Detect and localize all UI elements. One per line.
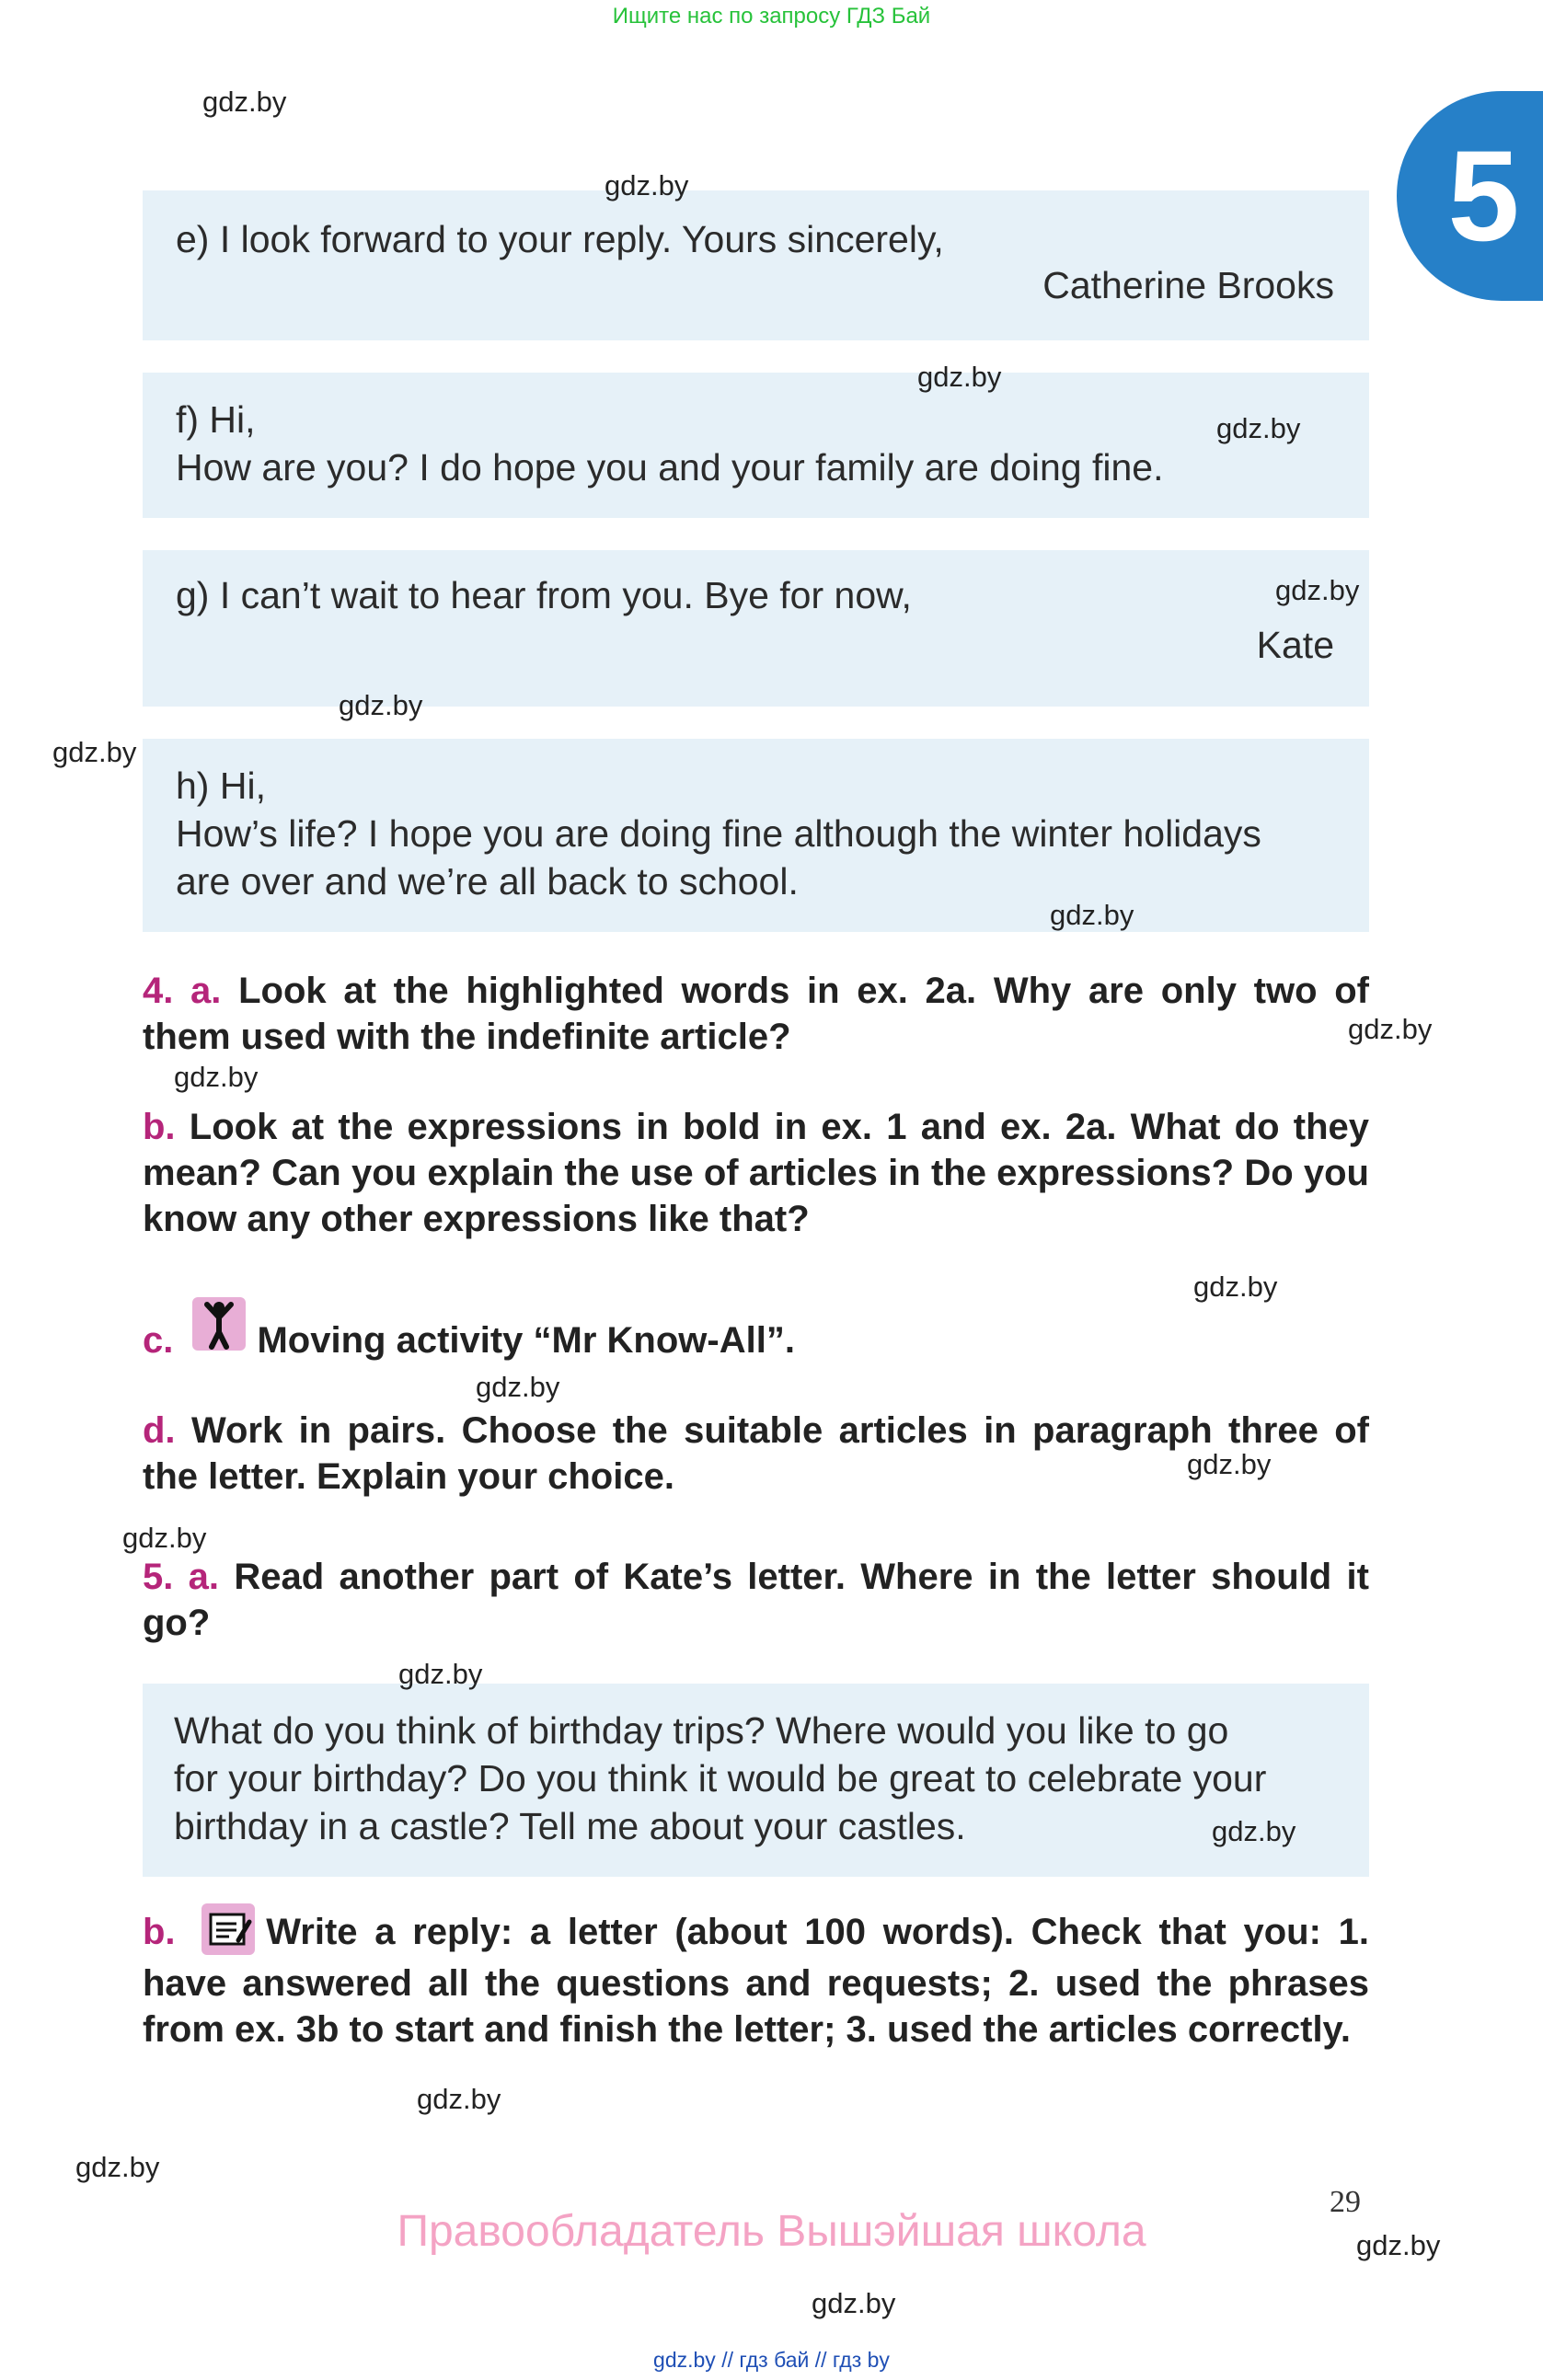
unit-tab: 5 [1397, 91, 1543, 301]
task-5b-number: b. [143, 1912, 176, 1952]
task-5a-text: Read another part of Kate’s letter. Where in the letter should it go? [143, 1557, 1369, 1643]
task-5b-text: Write a reply: a letter (about 100 words). Check that you: 1. have answered all the questions and requests; 2. used the phrases from ex. 3b to start and finish the letter; 3. used the articles correctly. [143, 1912, 1369, 2050]
phrase-f-greeting: f) Hi, [176, 398, 256, 441]
task-4b-text: Look at the expressions in bold in ex. 1 and ex. 2a. What do they mean? Can you explain the use of articles in the expressions? Do you know any other expressions like that? [143, 1107, 1369, 1239]
task-4b [143, 1104, 1369, 1242]
task-5b [143, 1909, 1369, 2052]
task-4a [143, 968, 1369, 1060]
task-4a-text: Look at the highlighted words in ex. 2a. Why are only two of them used with the indefinite article? [143, 971, 1369, 1057]
watermark[interactable]: gdz.by [1050, 899, 1134, 931]
phrase-box-e [143, 190, 1369, 340]
letter-line-1: What do you think of birthday trips? Where would you like to go [174, 1709, 1229, 1752]
watermark[interactable]: gdz.by [122, 1522, 207, 1554]
person-moving-icon [192, 1297, 246, 1351]
watermark[interactable]: gdz.by [398, 1658, 483, 1690]
task-4d-text: Work in pairs. Choose the suitable articles in paragraph three of the letter. Explain your choice. [143, 1410, 1369, 1497]
watermark[interactable]: gdz.by [812, 2287, 896, 2319]
copyright-holder: Правообладатель Вышэйшая школа [397, 2207, 1146, 2256]
phrase-g-text: g) I can’t wait to hear from you. Bye for now, [176, 574, 912, 616]
watermark[interactable]: gdz.by [202, 86, 287, 118]
top-banner[interactable]: Ищите нас по запросу ГДЗ Бай [612, 4, 931, 29]
letter-excerpt-box [143, 1684, 1369, 1877]
task-4c [143, 1297, 1369, 1361]
task-5a [143, 1554, 1369, 1646]
phrase-g-signature: Kate [1256, 624, 1334, 666]
phrase-e-signature: Catherine Brooks [1042, 264, 1334, 306]
task-5a-number: 5. a. [143, 1557, 220, 1597]
watermark[interactable]: gdz.by [1216, 412, 1301, 444]
task-4c-number: c. [143, 1320, 174, 1361]
phrase-h-line-1: How’s life? I hope you are doing fine although the winter holidays [176, 812, 1261, 855]
phrase-e-text: e) I look forward to your reply. Yours sincerely, [176, 218, 944, 260]
phrase-box-g [143, 550, 1369, 707]
phrase-box-f [143, 373, 1369, 518]
watermark[interactable]: gdz.by [476, 1371, 560, 1403]
phrase-h-greeting: h) Hi, [176, 765, 266, 807]
watermark[interactable]: gdz.by [339, 689, 423, 721]
watermark[interactable]: gdz.by [917, 361, 1002, 393]
phrase-h-line-2: are over and we’re all back to school. [176, 860, 799, 903]
task-4c-text: Moving activity “Mr Know-All”. [257, 1320, 795, 1361]
watermark[interactable]: gdz.by [52, 736, 137, 768]
watermark[interactable]: gdz.by [1193, 1270, 1278, 1303]
watermark[interactable]: gdz.by [1356, 2229, 1441, 2261]
page-number: 29 [1330, 2185, 1361, 2219]
watermark[interactable]: gdz.by [174, 1061, 259, 1093]
watermark[interactable]: gdz.by [417, 2083, 501, 2115]
watermark[interactable]: gdz.by [1275, 574, 1360, 606]
task-4b-number: b. [143, 1107, 176, 1147]
watermark[interactable]: gdz.by [1348, 1013, 1433, 1045]
task-4d-number: d. [143, 1410, 176, 1451]
watermark[interactable]: gdz.by [75, 2151, 160, 2183]
letter-line-3: birthday in a castle? Tell me about your castles. [174, 1805, 966, 1847]
letter-line-2: for your birthday? Do you think it would be great to celebrate your [174, 1757, 1267, 1799]
task-4d [143, 1408, 1369, 1500]
watermark[interactable]: gdz.by [1187, 1448, 1272, 1480]
watermark[interactable]: gdz.by [605, 169, 689, 201]
watermark[interactable]: gdz.by [1212, 1815, 1296, 1847]
phrase-box-h [143, 739, 1369, 932]
notebook-writing-icon [202, 1903, 255, 1955]
phrase-f-text: How are you? I do hope you and your family are doing fine. [176, 446, 1164, 489]
task-4a-number: 4. a. [143, 971, 222, 1011]
bottom-links[interactable]: gdz.by // гдз бай // гдз by [653, 2348, 890, 2372]
